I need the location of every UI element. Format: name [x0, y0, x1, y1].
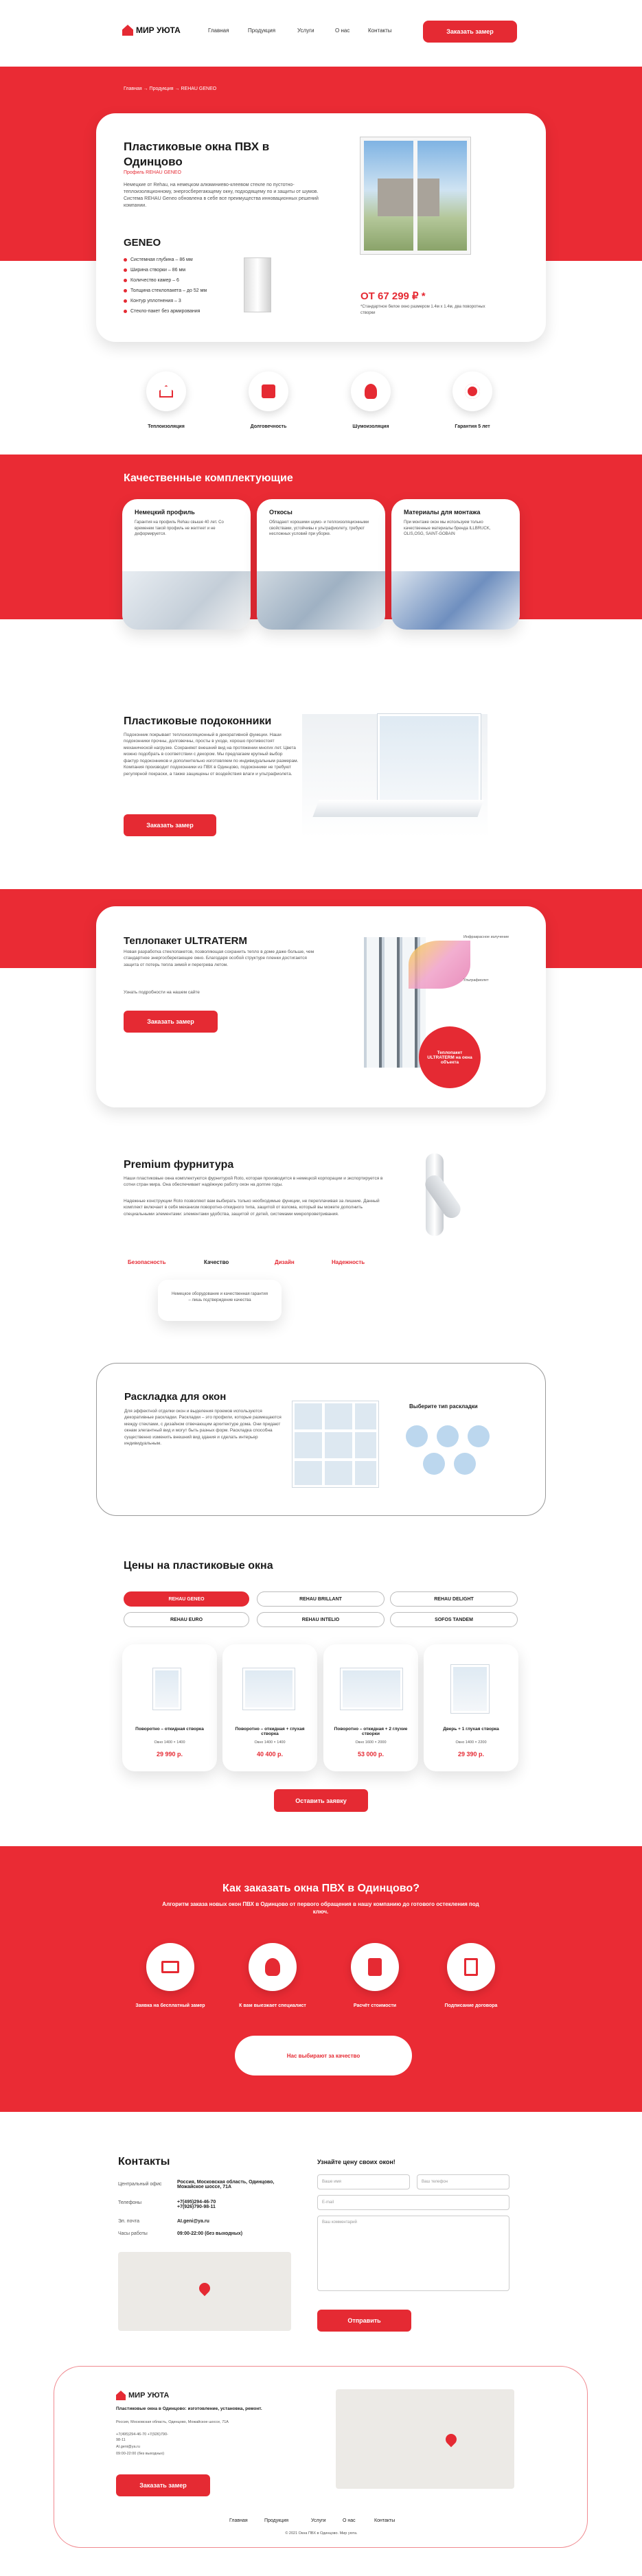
feature-thermal	[146, 371, 186, 411]
feature-noise	[351, 371, 391, 411]
calendar-icon	[262, 384, 275, 398]
order-measure-button[interactable]: Заказать замер	[423, 21, 517, 43]
footer-order-button[interactable]: Заказать замер	[116, 2474, 210, 2496]
calculator-icon	[368, 1958, 382, 1976]
ultraterm-badge	[419, 1026, 481, 1088]
quality-card-profile	[122, 499, 251, 630]
contacts-title: Контакты	[118, 2156, 170, 2167]
model-title: GENEO	[124, 237, 161, 249]
wave-label: Ультрафиолет	[463, 978, 489, 982]
layout-title: Раскладка для окон	[124, 1391, 227, 1403]
person-icon	[265, 1958, 280, 1976]
tab-reliability[interactable]: Надежность	[332, 1259, 365, 1265]
layout-option[interactable]	[468, 1425, 490, 1447]
filter-geneo[interactable]: REHAU GENEO	[124, 1591, 249, 1607]
layout-option[interactable]	[423, 1453, 445, 1475]
header	[0, 0, 642, 65]
window-photo	[360, 137, 470, 254]
nav-home[interactable]: Главная	[208, 27, 229, 34]
form-title: Узнайте цену своих окон!	[317, 2159, 395, 2165]
contact-hours: 09:00-22:00 (без выходных)	[177, 2231, 243, 2236]
filter-euro[interactable]: REHAU EURO	[124, 1612, 249, 1627]
house-image	[378, 179, 439, 216]
footer-link-products[interactable]: Продукция	[264, 2518, 289, 2523]
spec-item: Количество камер – 6	[124, 278, 179, 283]
feature-warranty	[452, 371, 492, 411]
product-size: Окно 1600 × 2000	[355, 1740, 387, 1745]
layout-window-image	[293, 1401, 378, 1487]
comment-textarea[interactable]: Ваш комментарий	[317, 2216, 509, 2291]
price-card[interactable]	[323, 1644, 418, 1771]
price-card[interactable]	[222, 1644, 317, 1771]
card-title: Материалы для монтажа	[404, 509, 481, 516]
step-label: Подписание договора	[444, 2003, 498, 2008]
footer	[54, 2366, 588, 2548]
spec-item: Контур уплотнения – 3	[124, 299, 181, 303]
product-price: 53 000 р.	[357, 1751, 385, 1758]
layout-card	[96, 1363, 546, 1516]
nav-about[interactable]: О нас	[335, 27, 350, 34]
handle-image	[405, 1153, 481, 1284]
leave-request-button[interactable]: Оставить заявку	[274, 1789, 368, 1812]
ultraterm-link[interactable]: Узнать подробности на нашем сайте	[124, 990, 200, 995]
sills-title: Пластиковые подоконники	[124, 715, 272, 727]
hero-subtitle[interactable]: Профиль REHAU GENEO	[124, 170, 181, 175]
product-price: 40 400 р.	[256, 1751, 284, 1758]
nav-contacts[interactable]: Контакты	[368, 27, 392, 34]
breadcrumb: Главная → Продукция → REHAU GENEO	[124, 87, 217, 91]
footer-link-about[interactable]: О нас	[343, 2518, 356, 2523]
tab-quality[interactable]: Качество	[204, 1259, 229, 1265]
step-label: Расчёт стоимости	[353, 2003, 397, 2008]
page-title: Пластиковые окна ПВХ в Одинцово	[124, 140, 270, 169]
fittings-tooltip	[158, 1280, 282, 1321]
order-title: Как заказать окна ПВХ в Одинцово?	[222, 1883, 420, 1894]
radiation-waves	[409, 941, 470, 989]
house-icon	[122, 25, 133, 36]
footer-logo[interactable]	[116, 2391, 169, 2400]
fittings-title: Premium фурнитура	[124, 1159, 234, 1171]
footer-address: Россия, Московская область, Одинцово, Можайское шоссе, 71А	[116, 2420, 229, 2424]
product-name: Поворотно – откидная + 2 глухие створки	[334, 1727, 408, 1736]
quality-card-slopes	[257, 499, 385, 630]
map-pin-icon	[197, 2281, 213, 2297]
contact-key: Эл. почта	[118, 2219, 139, 2224]
gear-icon	[465, 384, 480, 399]
house-icon	[159, 385, 173, 398]
nav-services[interactable]: Услуги	[297, 27, 314, 34]
product-size: Окно 1400 × 2200	[455, 1740, 487, 1745]
document-icon	[464, 1958, 478, 1976]
footer-link-services[interactable]: Услуги	[311, 2518, 326, 2523]
product-name: Дверь + 1 глухая створка	[443, 1727, 499, 1732]
footer-brand: МИР УЮТА	[128, 2391, 170, 2400]
step-request	[146, 1943, 194, 1991]
profile-section-image	[244, 257, 271, 312]
hero-card	[96, 113, 546, 342]
laptop-icon	[161, 1961, 179, 1973]
fittings-text: Надежные конструкции Roto позволяют вам выбирать только необходимые функции, не переплачивая за лишние. Данный комплект включает в себя механизм поворотно-откидного типа, защитой от взлома, который вы можете дополнить специальными элементами: элементами удобства, защитой от детей, системами микропроветривания.	[124, 1199, 380, 1217]
phone-input[interactable]: Ваш телефон	[417, 2174, 509, 2189]
card-title: Немецкий профиль	[135, 509, 195, 516]
breadcrumb-products[interactable]: Продукция	[149, 87, 174, 91]
step-specialist	[249, 1943, 297, 1991]
window-image	[153, 1668, 181, 1710]
nav-products[interactable]: Продукция	[248, 27, 276, 34]
spec-item: Стекло-пакет без армирования	[124, 309, 200, 314]
footer-hours: 09:00-22:00 (без выходных)	[116, 2452, 165, 2456]
feature-label: Гарантия 5 лет	[455, 424, 490, 429]
sills-text: Подоконник покрывает теплоизоляционный в декоративной функции. Наши подоконники прочны, долговечны, просты в уходе, хорошо противостоят механической нагрузке. Сохраняют внешний вид на протяжении многих лет. Цвета можно подобрать в соответствии с декором. Мы предлагаем крупный выбор фактур подоконников и дополнительно изготовляем по индивидуальным размерам. Компания производит подоконники из ПВХ в Одинцово, подоконники не требуют регулярной покраски, а также защищены от воздействия влаги и ультрафиолета.	[124, 733, 299, 777]
spec-item: Толщина стеклопакета – до 52 мм	[124, 288, 207, 293]
card-title: Откосы	[269, 509, 293, 516]
price-card[interactable]	[424, 1644, 518, 1771]
person-icon	[365, 384, 377, 399]
product-price: 29 390 р.	[457, 1751, 485, 1758]
hero-text: Немецкие от Rehau, на немецком алюминиево-клеевом стекле по пустотно-теплоизоляционному, энергосберегающему окну, подходящему по и защиты от шумов. Система REHAU Geneo обновлена в себе все преимущества инновационных решений компании.	[124, 183, 319, 209]
layout-option[interactable]	[454, 1453, 476, 1475]
submit-button[interactable]: Отправить	[317, 2310, 411, 2332]
footer-link-home[interactable]: Главная	[229, 2518, 248, 2523]
ultraterm-title: Теплопакет ULTRATERM	[124, 935, 247, 947]
contact-phones[interactable]: +7(495)294-46-70 +7(926)790-98-11	[177, 2200, 216, 2209]
contact-address: Россия, Московская область, Одинцово, Можайское шоссе, 71А	[177, 2180, 275, 2189]
filter-tandem[interactable]: SOFOS TANDEM	[390, 1612, 518, 1627]
card-photo	[257, 571, 385, 630]
layout-text: Для эффектной отделки окон и выделения проемов используются декоративные раскладки. Раскладки – это профили, которые размещаются между стеклами, с дизайном отвечающим архитектуре дома. Они придают окнам элегантный вид и могут быть разных форм. Раскладка способна существенно изменить внешний вид здания и сделать интерьер индивидуальным.	[124, 1409, 282, 1447]
price-note: *Стандартное белое окно размером 1.4м х 1.4м, два поворотных створки	[360, 305, 485, 315]
step-calc	[351, 1943, 399, 1991]
sill-photo	[302, 714, 488, 838]
map-pin-icon	[444, 2432, 459, 2448]
door-image	[451, 1665, 489, 1713]
ultraterm-order-button[interactable]: Заказать замер	[124, 1011, 218, 1033]
badge-text: Теплопакет ULTRATERM на окна объекта	[427, 1050, 472, 1065]
tab-design[interactable]: Дизайн	[275, 1259, 295, 1265]
window-image	[341, 1668, 402, 1710]
feature-label: Шумоизоляция	[352, 424, 389, 429]
footer-tagline: Пластиковые окна в Одинцово: изготовление, установка, ремонт.	[116, 2406, 262, 2411]
card-photo	[122, 571, 251, 630]
breadcrumb-home[interactable]: Главная	[124, 87, 142, 91]
house-icon	[116, 2391, 126, 2400]
footer-map[interactable]	[336, 2389, 514, 2489]
filter-brillant[interactable]: REHAU BRILLANT	[257, 1591, 385, 1607]
price-card[interactable]	[122, 1644, 217, 1771]
ultraterm-text: Новая разработка стеклопакетов, позволяющая сохранить тепло в доме даже больше, чем стандартное энергосберегающее окно. Благодаря особой структуре пленки достигается защита от потерь тепла зимой и перегрева летом.	[124, 950, 314, 967]
window-image	[243, 1668, 295, 1710]
card-text: При монтаже окон мы используем только качественные материалы бренда ILLBRUCK, OLIS,OSG, SAINT-GOBAIN	[404, 520, 491, 537]
fittings-text: Наши пластиковые окна комплектуются фурнитурой Roto, которая производится в немецкой корпорации и экспортируется в сотни стран мира. Она обеспечивает надёжную работу окон на долгие годы.	[124, 1176, 383, 1188]
product-price: 29 990 р.	[156, 1751, 183, 1758]
hero-price: ОТ 67 299 ₽ *	[360, 290, 426, 302]
footer-email[interactable]: AI.geni@ya.ru	[116, 2445, 140, 2449]
footer-link-contacts[interactable]: Контакты	[374, 2518, 395, 2523]
window-image	[378, 714, 481, 803]
contact-key: Центральный офис	[118, 2182, 162, 2187]
wave-label: Инфракрасное излучение	[463, 935, 509, 939]
spec-item: Ширина створки – 86 мм	[124, 268, 185, 273]
sill-image	[312, 800, 483, 817]
ultraterm-card	[96, 906, 546, 1107]
product-size: Окно 1400 × 1400	[154, 1740, 185, 1745]
tooltip-text: Немецкое оборудование и качественная гарантия – лишь подтверждение качества	[172, 1292, 268, 1302]
card-text: Обладают хорошими шумо- и теплоизоляционными свойствами, устойчивы к ультрафиолету, требуют несложных условий при уборке.	[269, 520, 369, 537]
quality-card-materials	[391, 499, 520, 630]
feature-label: Долговечность	[250, 424, 287, 429]
contact-email[interactable]: AI.geni@ya.ru	[177, 2219, 209, 2224]
order-subtitle: Алгоритм заказа новых окон ПВХ в Одинцово от первого обращения в нашу компанию до готового остекления под ключ.	[162, 1901, 479, 1916]
step-label: Заявка на бесплатный замер	[135, 2003, 205, 2008]
feature-durability	[249, 371, 288, 411]
logo[interactable]	[122, 25, 181, 36]
copyright: © 2021 Окна ПВХ в Одинцово. Мир уюта.	[285, 2531, 358, 2535]
filter-intelio[interactable]: REHAU INTELIO	[257, 1612, 385, 1627]
spec-item: Системная глубина – 86 мм	[124, 257, 193, 262]
quality-choice-button[interactable]: Нас выбирают за качество	[235, 2036, 412, 2075]
tab-security[interactable]: Безопасность	[128, 1259, 166, 1265]
footer-phones[interactable]: +7(495)294-46-70 +7(926)790-98-11	[116, 2433, 168, 2442]
email-input[interactable]: E-mail	[317, 2195, 509, 2210]
card-photo	[391, 571, 520, 630]
quality-title: Качественные комплектующие	[124, 472, 293, 484]
contact-key: Часы работы	[118, 2231, 148, 2236]
product-name: Поворотно – откидная створка	[135, 1727, 204, 1732]
layout-option[interactable]	[437, 1425, 459, 1447]
name-input[interactable]: Ваше имя	[317, 2174, 410, 2189]
filter-delight[interactable]: REHAU DELIGHT	[390, 1591, 518, 1607]
prices-title: Цены на пластиковые окна	[124, 1560, 273, 1572]
logo-text: МИР УЮТА	[136, 25, 181, 35]
step-contract	[447, 1943, 495, 1991]
contacts-map[interactable]	[118, 2252, 291, 2331]
layout-option[interactable]	[406, 1425, 428, 1447]
contact-key: Телефоны	[118, 2200, 142, 2205]
product-name: Поворотно – откидная + глухая створка	[235, 1727, 305, 1736]
card-text: Гарантия на профиль Rehau свыше 40 лет. Со временем такой профиль не желтеет и не деформируется.	[135, 520, 224, 537]
breadcrumb-current: REHAU GENEO	[181, 87, 217, 91]
product-size: Окно 1400 × 1400	[254, 1740, 286, 1745]
choose-label: Выберите тип раскладки	[409, 1403, 478, 1410]
sills-order-button[interactable]: Заказать замер	[124, 814, 216, 836]
feature-label: Теплоизоляция	[148, 424, 185, 429]
step-label: К вам выезжает специалист	[239, 2003, 306, 2008]
